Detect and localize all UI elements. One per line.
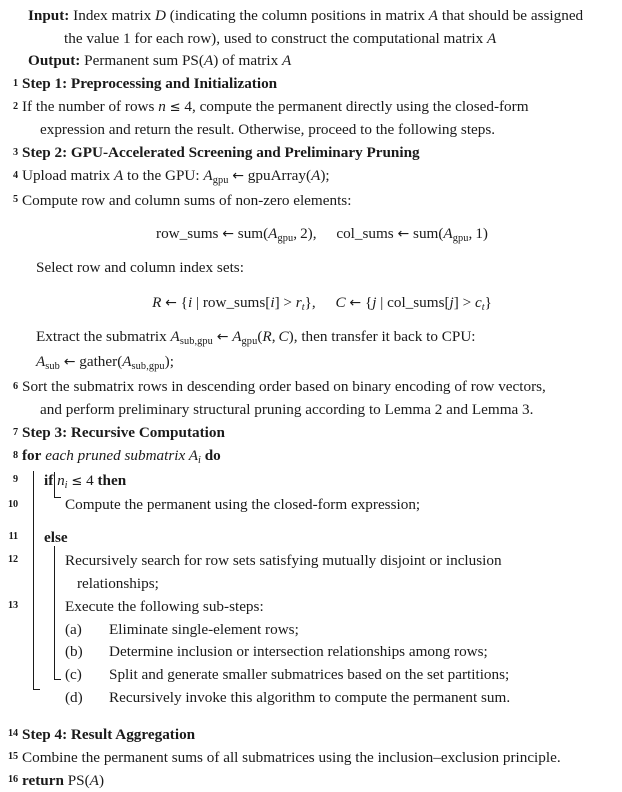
line-number: 4 (13, 169, 18, 181)
equation-index-sets: R ← {i | row_sums[i] > rt}, C ← {j | col_sums[j] > ct} (152, 293, 492, 313)
algo-math-rowcolsums-row (0, 212, 622, 256)
substep-b-label: (b) (65, 643, 83, 661)
step1-title: Step 1: Preprocessing and Initialization (22, 75, 278, 93)
input-line-continued (28, 27, 622, 50)
algo-line-11 (0, 526, 622, 549)
algo-line-8 (0, 445, 622, 470)
gather-submatrix-expression: $A_{sub}$ ← $gather(A_{sub,gpu})$; (36, 352, 174, 372)
algo-line-7 (0, 422, 622, 445)
algo-extract-row (0, 325, 622, 376)
output-label: Output: (28, 52, 81, 70)
line-number: 6 (13, 380, 18, 392)
line2-text: If the number of rows n ≤ 4, compute the permanent directly using the closed-form (22, 98, 529, 116)
algorithm-io-header (0, 0, 622, 73)
input-line (28, 4, 622, 27)
line6-text: Sort the submatrix rows in descending order based on binary encoding of row vectors, (22, 378, 546, 396)
algo-nested-block (0, 469, 622, 709)
input-text-line2: the value 1 for each row), used to construct the computational matrix A (64, 29, 497, 47)
algo-line-13 (0, 595, 622, 709)
algo-line-6 (0, 376, 622, 422)
line13-text: Execute the following sub-steps: (65, 597, 264, 615)
algo-line-12 (0, 549, 622, 595)
line-number: 9 (13, 474, 18, 486)
algo-line-16 (0, 769, 622, 792)
line10-text: Compute the permanent using the closed-form expression; (65, 496, 421, 514)
line-number: 5 (13, 194, 18, 206)
line12-text: Recursively search for row sets satisfying mutually disjoint or inclusion (65, 552, 502, 569)
substep-a (22, 618, 622, 641)
line5-text: Compute row and column sums of non-zero elements: (22, 191, 352, 209)
output-line (28, 50, 622, 73)
step3-title: Step 3: Recursive Computation (22, 424, 225, 442)
algo-line-1 (0, 73, 622, 96)
select-index-sets-text: Select row and column index sets: (36, 259, 244, 277)
line-number: 15 (8, 751, 18, 763)
if-statement: if ni ≤ 4 then (44, 471, 127, 491)
algo-line-2 (0, 96, 622, 142)
line-number: 10 (8, 498, 18, 510)
algo-line-5 (0, 189, 622, 212)
line-number: 14 (8, 728, 18, 740)
algo-math-sets-row (0, 281, 622, 325)
step4-title: Step 4: Result Aggregation (22, 725, 196, 743)
for-statement: for each pruned submatrix Ai do (22, 447, 221, 466)
substep-d-text: Recursively invoke this algorithm to compute the permanent sum. (109, 688, 511, 706)
algo-select-sets-row (0, 256, 622, 281)
substep-a-label: (a) (65, 620, 82, 638)
algo-line-4 (0, 165, 622, 190)
line-number: 7 (13, 426, 18, 438)
line15-text: Combine the permanent sums of all submatrices using the inclusion–exclusion principle. (22, 748, 561, 766)
input-text-line1: Index matrix D (indicating the column positions in matrix A that should be assigned (73, 6, 584, 24)
algo-line-14 (0, 723, 622, 746)
substep-a-text: Eliminate single-element rows; (109, 620, 299, 638)
equation-row-col-sums: row_sums ← $sum(A_{gpu}$, 2), col_sums ← $sum(A_{gpu}$, 1) (156, 225, 488, 244)
substep-d-label: (d) (65, 688, 83, 706)
line12-text-continued: relationships; (77, 574, 159, 592)
algo-line-9 (0, 469, 622, 494)
return-statement: return PS(A) (22, 771, 104, 789)
extract-submatrix-text: Extract the submatrix $A_{sub,gpu}$ ← $A_{gpu}(R$, C), then transfer it back to CPU: (36, 328, 476, 347)
line-number: 8 (13, 449, 18, 461)
line6-text-continued: and perform preliminary structural pruning according to Lemma 2 and Lemma 3. (40, 401, 534, 419)
step2-title: Step 2: GPU-Accelerated Screening and Preliminary Pruning (22, 144, 420, 162)
algo-line-10 (0, 494, 622, 517)
line-number: 11 (8, 531, 18, 543)
substep-c-text: Split and generate smaller submatrices based on the set partitions; (109, 666, 510, 684)
line-number: 12 (8, 554, 18, 566)
output-text: Permanent sum PS(A) of matrix A (84, 52, 292, 70)
algo-line-15 (0, 746, 622, 769)
line-number: 13 (8, 600, 18, 612)
input-label: Input: (28, 6, 70, 24)
substep-b-text: Determine inclusion or intersection relationships among rows; (109, 643, 488, 661)
line2-text-continued: expression and return the result. Otherwise, proceed to the following steps. (40, 121, 496, 139)
line-number: 1 (13, 77, 18, 89)
line4-text: Upload matrix A to the GPU: $A_{gpu}$ ← gpuArray(A); (22, 167, 330, 187)
substep-b (22, 641, 622, 664)
line-number: 3 (13, 146, 18, 158)
else-statement: else (44, 529, 68, 547)
algo-line-3 (0, 142, 622, 165)
line-number: 16 (8, 774, 18, 786)
substep-c-label: (c) (65, 666, 82, 684)
line-number: 2 (13, 100, 18, 112)
substep-d (22, 686, 622, 709)
substep-c (22, 664, 622, 687)
